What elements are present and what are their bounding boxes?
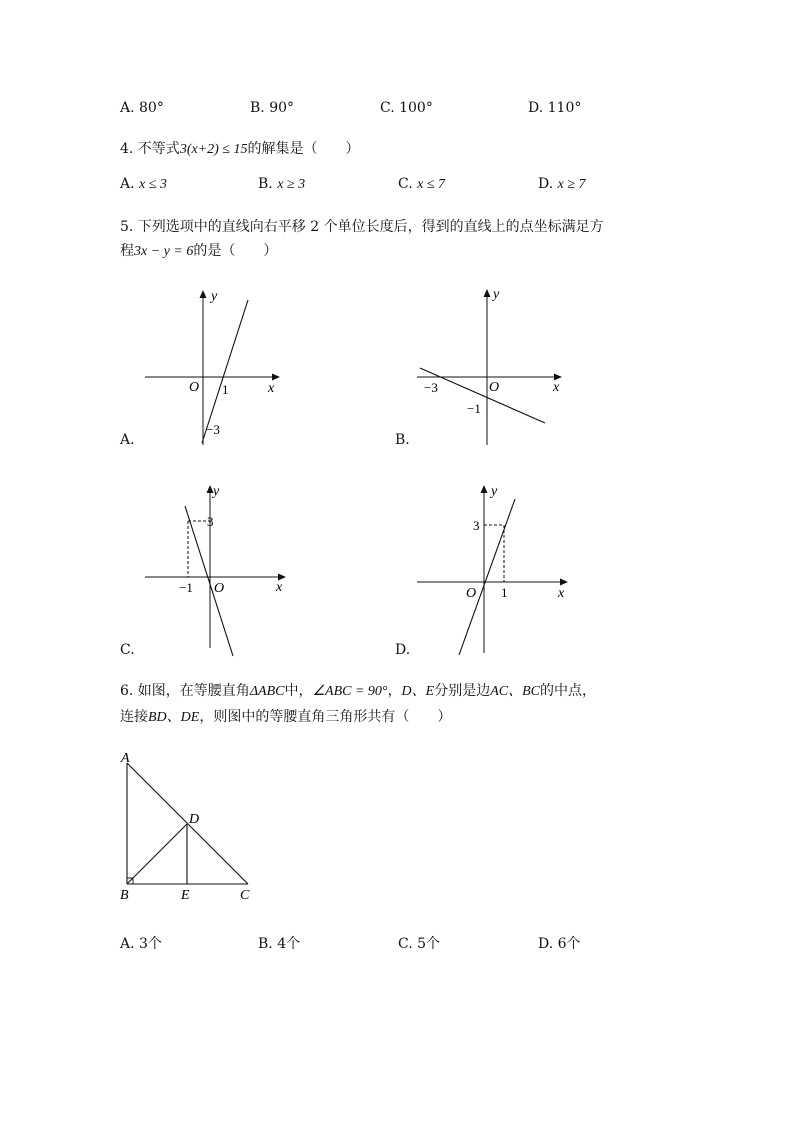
y-axis-label: y xyxy=(211,289,218,304)
q6-option-d: D. 6个 xyxy=(538,936,581,952)
y-axis-label: y xyxy=(493,287,500,302)
q4-option-b xyxy=(258,176,305,193)
q4-option-c-label: C. xyxy=(398,176,413,192)
q6-option-c: C. 5个 xyxy=(398,936,441,952)
vertex-label-b: B xyxy=(120,888,129,903)
tick-label-3: 3 xyxy=(473,518,480,533)
vertex-label-c: C xyxy=(240,888,250,903)
q4-expression: 3(x+2) ≤ 15 xyxy=(179,142,248,157)
q5-stem-line1: 5. 下列选项中的直线向右平移 2 个单位长度后，得到的直线上的点坐标满足方 xyxy=(120,219,604,235)
q6-text: ， xyxy=(387,683,402,699)
q6-option-b: B. 4个 xyxy=(258,936,301,952)
tick-label-minus1: −1 xyxy=(467,401,481,416)
tick-label-1: 1 xyxy=(501,585,508,600)
q6-text: 6. 如图，在等腰直角 xyxy=(120,683,250,699)
q4-option-b-label: B. xyxy=(258,176,273,192)
x-axis-arrow xyxy=(560,579,568,586)
point-label-e: E xyxy=(181,888,190,903)
q3-option-d: D. 110° xyxy=(528,100,582,116)
origin-label: O xyxy=(214,581,225,596)
q4-option-b-math: x ≥ 3 xyxy=(277,177,306,192)
x-axis-label: x xyxy=(276,580,283,595)
q6-math-segments: BD、DE xyxy=(148,710,200,725)
q4-option-c-math: x ≤ 7 xyxy=(417,177,446,192)
tick-label-minus3: −3 xyxy=(424,380,438,395)
q5-line2-suffix: 的是（ ） xyxy=(193,243,278,259)
q5-graph-a xyxy=(140,285,290,450)
q6-stem-line1 xyxy=(120,680,596,700)
q3-option-c: C. 100° xyxy=(380,100,433,116)
q5-graph-b-label: B. xyxy=(395,432,410,448)
q5-graph-d-label: D. xyxy=(395,642,411,658)
q6-stem-line2 xyxy=(120,706,451,726)
origin-label: O xyxy=(466,586,477,601)
q5-graph-c-label: C. xyxy=(120,642,135,658)
q4-prefix: 4. 不等式 xyxy=(120,141,180,157)
q6-math-triangle: ΔABC xyxy=(249,684,285,699)
q6-text: 连接 xyxy=(120,709,148,725)
segment-bd xyxy=(127,824,187,884)
q6-math-points: D、E xyxy=(401,684,435,699)
x-axis-arrow xyxy=(272,374,280,381)
q6-option-a: A. 3个 xyxy=(120,936,162,952)
q6-text: ，则图中的等腰直角三角形共有（ ） xyxy=(199,709,452,725)
q6-math-angle: ∠ABC = 90° xyxy=(312,684,388,699)
q5-equation: 3x − y = 6 xyxy=(134,244,194,259)
point-label-d: D xyxy=(189,812,200,827)
q4-option-d-label: D. xyxy=(538,176,554,192)
tick-label-3: 3 xyxy=(207,514,214,529)
q5-graph-c xyxy=(140,478,295,658)
q5-graph-a-label: A. xyxy=(120,432,135,448)
q4-suffix: 的解集是（ ） xyxy=(247,141,360,157)
q6-triangle-figure xyxy=(115,745,265,905)
q5-line2-prefix: 程 xyxy=(120,243,134,259)
q4-option-a-label: A. xyxy=(120,176,135,192)
q4-option-a xyxy=(120,176,167,193)
q4-option-a-math: x ≤ 3 xyxy=(139,177,167,192)
vertex-label-a: A xyxy=(121,751,130,766)
x-axis-label: x xyxy=(268,381,275,396)
q4-option-d xyxy=(538,176,586,193)
y-axis-label: y xyxy=(213,484,220,499)
q3-option-b: B. 90° xyxy=(250,100,295,116)
q5-stem-line2 xyxy=(120,240,277,260)
graph-line xyxy=(459,499,515,655)
q5-graph-b xyxy=(412,280,572,450)
q4-stem xyxy=(120,138,359,158)
y-axis-arrow xyxy=(481,485,488,493)
graph-line xyxy=(420,368,545,423)
origin-label: O xyxy=(189,380,200,395)
y-axis-arrow xyxy=(200,290,207,298)
q5-graph-d xyxy=(412,478,572,658)
q6-text: 分别是边 xyxy=(434,683,491,699)
q6-text: 中， xyxy=(284,683,313,699)
q6-text: 的中点， xyxy=(539,683,596,699)
q6-math-sides: AC、BC xyxy=(490,684,540,699)
q4-option-c xyxy=(398,176,445,193)
origin-label: O xyxy=(489,380,500,395)
q3-option-a: A. 80° xyxy=(120,100,164,116)
x-axis-label: x xyxy=(553,380,560,395)
tick-label-minus3: −3 xyxy=(206,422,220,437)
q4-option-d-math: x ≥ 7 xyxy=(557,177,586,192)
y-axis-arrow xyxy=(484,289,491,297)
y-axis-label: y xyxy=(491,484,498,499)
tick-label-minus1: −1 xyxy=(179,580,193,595)
x-axis-label: x xyxy=(558,586,565,601)
tick-label-1: 1 xyxy=(222,382,229,397)
